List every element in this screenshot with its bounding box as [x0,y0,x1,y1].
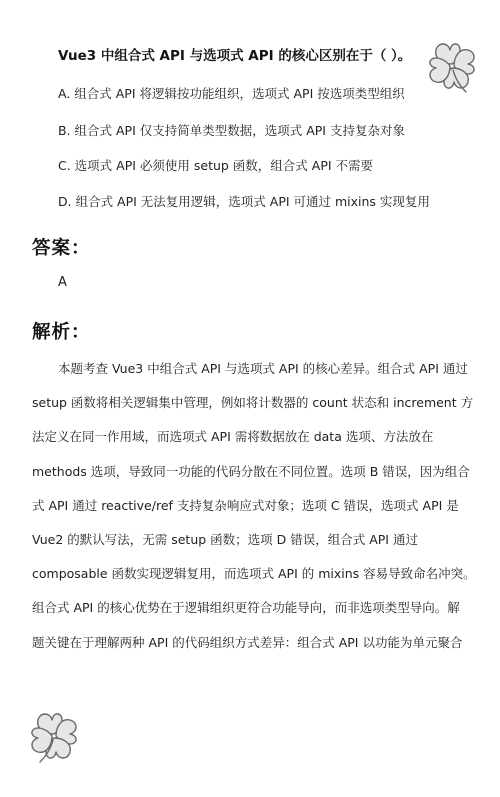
answer-heading: 答案： [32,238,91,259]
four-leaf-clover-icon [22,704,86,768]
analysis-line: composable 函数实现逻辑复用，而选项式 API 的 mixins 容易导致命名冲突。 [32,566,476,582]
analysis-line: 本题考查 Vue3 中组合式 API 与选项式 API 的核心差异。组合式 API 通过 [58,361,468,376]
option-b: B. 组合式 API 仅支持简单类型数据，选项式 API 支持复杂对象 [58,123,405,138]
option-d: D. 组合式 API 无法复用逻辑，选项式 API 可通过 mixins 实现复用 [58,194,430,209]
analysis-heading: 解析： [32,322,91,343]
option-a: A. 组合式 API 将逻辑按功能组织，选项式 API 按选项类型组织 [58,86,405,101]
analysis-line: 式 API 通过 reactive/ref 支持复杂响应式对象；选项 C 错误，选项式 API 是 [32,497,459,513]
analysis-line: Vue2 的默认写法，无需 setup 函数；选项 D 错误，组合式 API 通过 [32,531,418,547]
analysis-line: 组合式 API 的核心优势在于逻辑组织更符合功能导向，而非选项类型导向。解 [32,600,460,616]
analysis-line: setup 函数将相关逻辑集中管理，例如将计数器的 count 状态和 increment 方 [32,395,474,411]
analysis-line: methods 选项，导致同一功能的代码分散在不同位置。选项 B 错误，因为组合 [32,463,470,479]
clover-leaves [430,44,474,92]
analysis-line: 题关键在于理解两种 API 的代码组织方式差异：组合式 API 以功能为单元聚合 [32,634,463,650]
answer-value: A [58,275,67,290]
option-c: C. 选项式 API 必须使用 setup 函数，组合式 API 不需要 [58,158,374,173]
analysis-body [32,352,476,660]
question-stem: Vue3 中组合式 API 与选项式 API 的核心区别在于（ ）。 [58,48,412,64]
four-leaf-clover-icon [420,34,484,98]
clover-leaves [32,714,76,762]
analysis-line: 法定义在同一作用域，而选项式 API 需将数据放在 data 选项、方法放在 [32,429,434,445]
